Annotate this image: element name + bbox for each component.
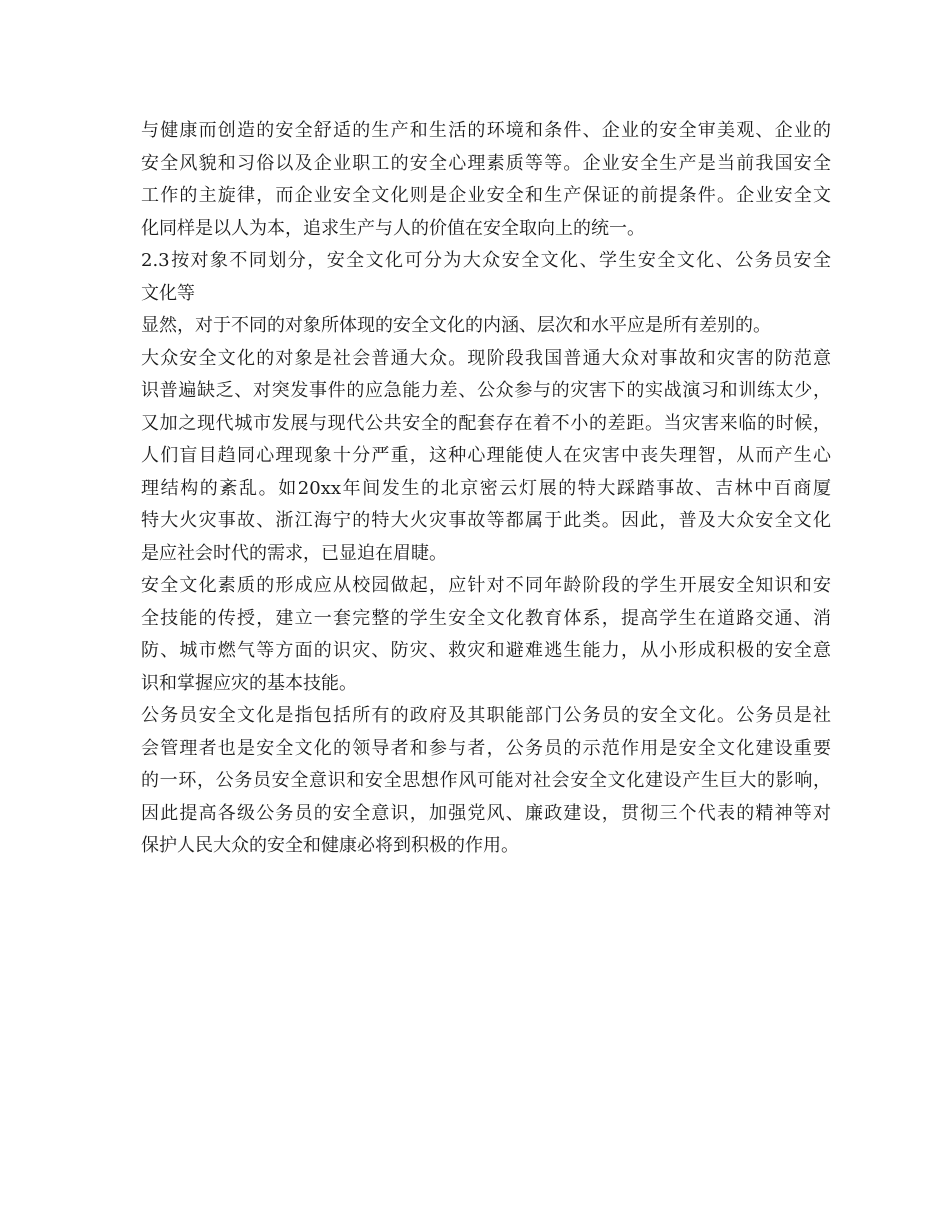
text-line: 特大火灾事故、浙江海宁的特大火灾事故等都属于此类。因此，普及大众安全文化 bbox=[141, 510, 831, 531]
document-body bbox=[141, 115, 831, 863]
text-line: 识普遍缺乏、对突发事件的应急能力差、公众参与的灾害下的实战演习和训练太少， bbox=[141, 380, 831, 401]
text-line: 会管理者也是安全文化的领导者和参与者，公务员的示范作用是安全文化建设重要 bbox=[141, 737, 831, 759]
text-line: 安全文化素质的形成应从校园做起，应针对不同年龄阶段的学生开展安全知识和安 bbox=[141, 575, 831, 596]
section-heading-line: 文化等 bbox=[141, 282, 195, 304]
text-line: 公务员安全文化是指包括所有的政府及其职能部门公务员的安全文化。公务员是社 bbox=[141, 705, 831, 726]
text-line: 人们盲目趋同心理现象十分严重，这种心理能使人在灾害中丧失理智，从而产生心 bbox=[141, 445, 831, 466]
text-line: 又加之现代城市发展与现代公共安全的配套存在着不小的差距。当灾害来临的时候， bbox=[141, 412, 831, 434]
text-line: 安全风貌和习俗以及企业职工的安全心理素质等等。企业安全生产是当前我国安全 bbox=[141, 152, 831, 174]
text-line: 理结构的紊乱。如20xx年间发生的北京密云灯展的特大踩踏事故、吉林中百商厦 bbox=[141, 477, 831, 499]
text-line: 保护人民大众的安全和健康必将到积极的作用。 bbox=[141, 835, 519, 856]
text-line: 与健康而创造的安全舒适的生产和生活的环境和条件、企业的安全审美观、企业的 bbox=[141, 120, 831, 141]
text-line: 显然，对于不同的对象所体现的安全文化的内涵、层次和水平应是所有差别的。 bbox=[141, 315, 771, 336]
section-heading-line: 2.3按对象不同划分，安全文化可分为大众安全文化、学生安全文化、公务员安全 bbox=[141, 250, 831, 271]
text-line: 化同样是以人为本，追求生产与人的价值在安全取向上的统一。 bbox=[141, 217, 645, 239]
text-line: 全技能的传授，建立一套完整的学生安全文化教育体系，提高学生在道路交通、消 bbox=[141, 607, 831, 629]
text-line: 识和掌握应灾的基本技能。 bbox=[141, 672, 357, 694]
text-line: 的一环，公务员安全意识和安全思想作风可能对社会安全文化建设产生巨大的影响， bbox=[141, 770, 831, 791]
text-line: 防、城市燃气等方面的识灾、防灾、救灾和避难逃生能力，从小形成积极的安全意 bbox=[141, 640, 831, 661]
text-line: 因此提高各级公务员的安全意识，加强党风、廉政建设，贯彻三个代表的精神等对 bbox=[141, 802, 831, 824]
text-line: 工作的主旋律，而企业安全文化则是企业安全和生产保证的前提条件。企业安全文 bbox=[141, 185, 831, 206]
text-line: 大众安全文化的对象是社会普通大众。现阶段我国普通大众对事故和灾害的防范意 bbox=[141, 347, 831, 369]
text-line: 是应社会时代的需求，已显迫在眉睫。 bbox=[141, 542, 447, 564]
